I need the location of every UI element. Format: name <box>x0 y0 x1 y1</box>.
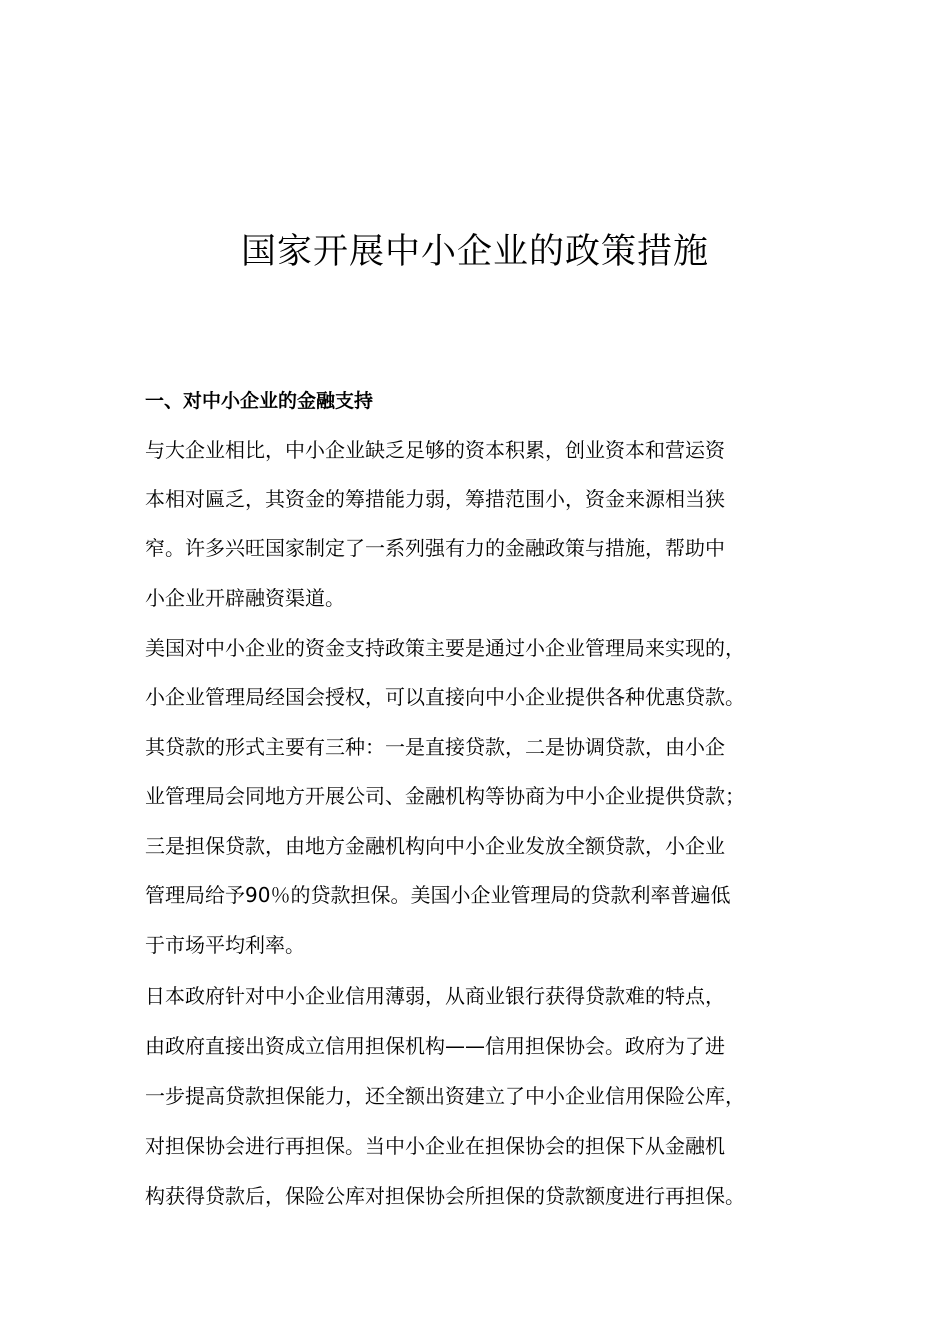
paragraph-line: 构获得贷款后，保险公库对担保协会所担保的贷款额度进行再担保。 <box>145 1184 745 1208</box>
paragraph-line: 其贷款的形式主要有三种：一是直接贷款，二是协调贷款，由小企 <box>145 735 725 759</box>
paragraph-line: 本相对匾乏，其资金的筹措能力弱，筹措范围小，资金来源相当狭 <box>145 487 725 511</box>
paragraph-line: 一步提高贷款担保能力，还全额出资建立了中小企业信用保险公库， <box>145 1084 745 1108</box>
paragraph-line: 业管理局会同地方开展公司、金融机构等协商为中小企业提供贷款； <box>145 784 745 808</box>
paragraph-line: 窄。许多兴旺国家制定了一系列强有力的金融政策与措施，帮助中 <box>145 536 725 560</box>
paragraph-line: 与大企业相比，中小企业缺乏足够的资本积累，创业资本和营运资 <box>145 438 725 462</box>
paragraph-line: 小企业管理局经国会授权，可以直接向中小企业提供各种优惠贷款。 <box>145 685 745 709</box>
page-title: 国家开展中小企业的政策措施 <box>240 232 709 272</box>
section-heading: 一、对中小企业的金融支持 <box>145 390 374 412</box>
paragraph-line: 对担保协会进行再担保。当中小企业在担保协会的担保下从金融机 <box>145 1134 725 1158</box>
paragraph-line: 小企业开辟融资渠道。 <box>145 586 345 610</box>
paragraph-line: 于市场平均利率。 <box>145 933 305 957</box>
paragraph-line: 管理局给予90％的贷款担保。美国小企业管理局的贷款利率普遍低 <box>145 883 731 907</box>
paragraph-line: 三是担保贷款，由地方金融机构向中小企业发放全额贷款，小企业 <box>145 834 725 858</box>
paragraph-line: 日本政府针对中小企业信用薄弱，从商业银行获得贷款难的特点， <box>145 984 725 1008</box>
paragraph-line: 美国对中小企业的资金支持政策主要是通过小企业管理局来实现的， <box>145 636 745 660</box>
paragraph-line: 由政府直接出资成立信用担保机构——信用担保协会。政府为了进 <box>145 1034 725 1058</box>
